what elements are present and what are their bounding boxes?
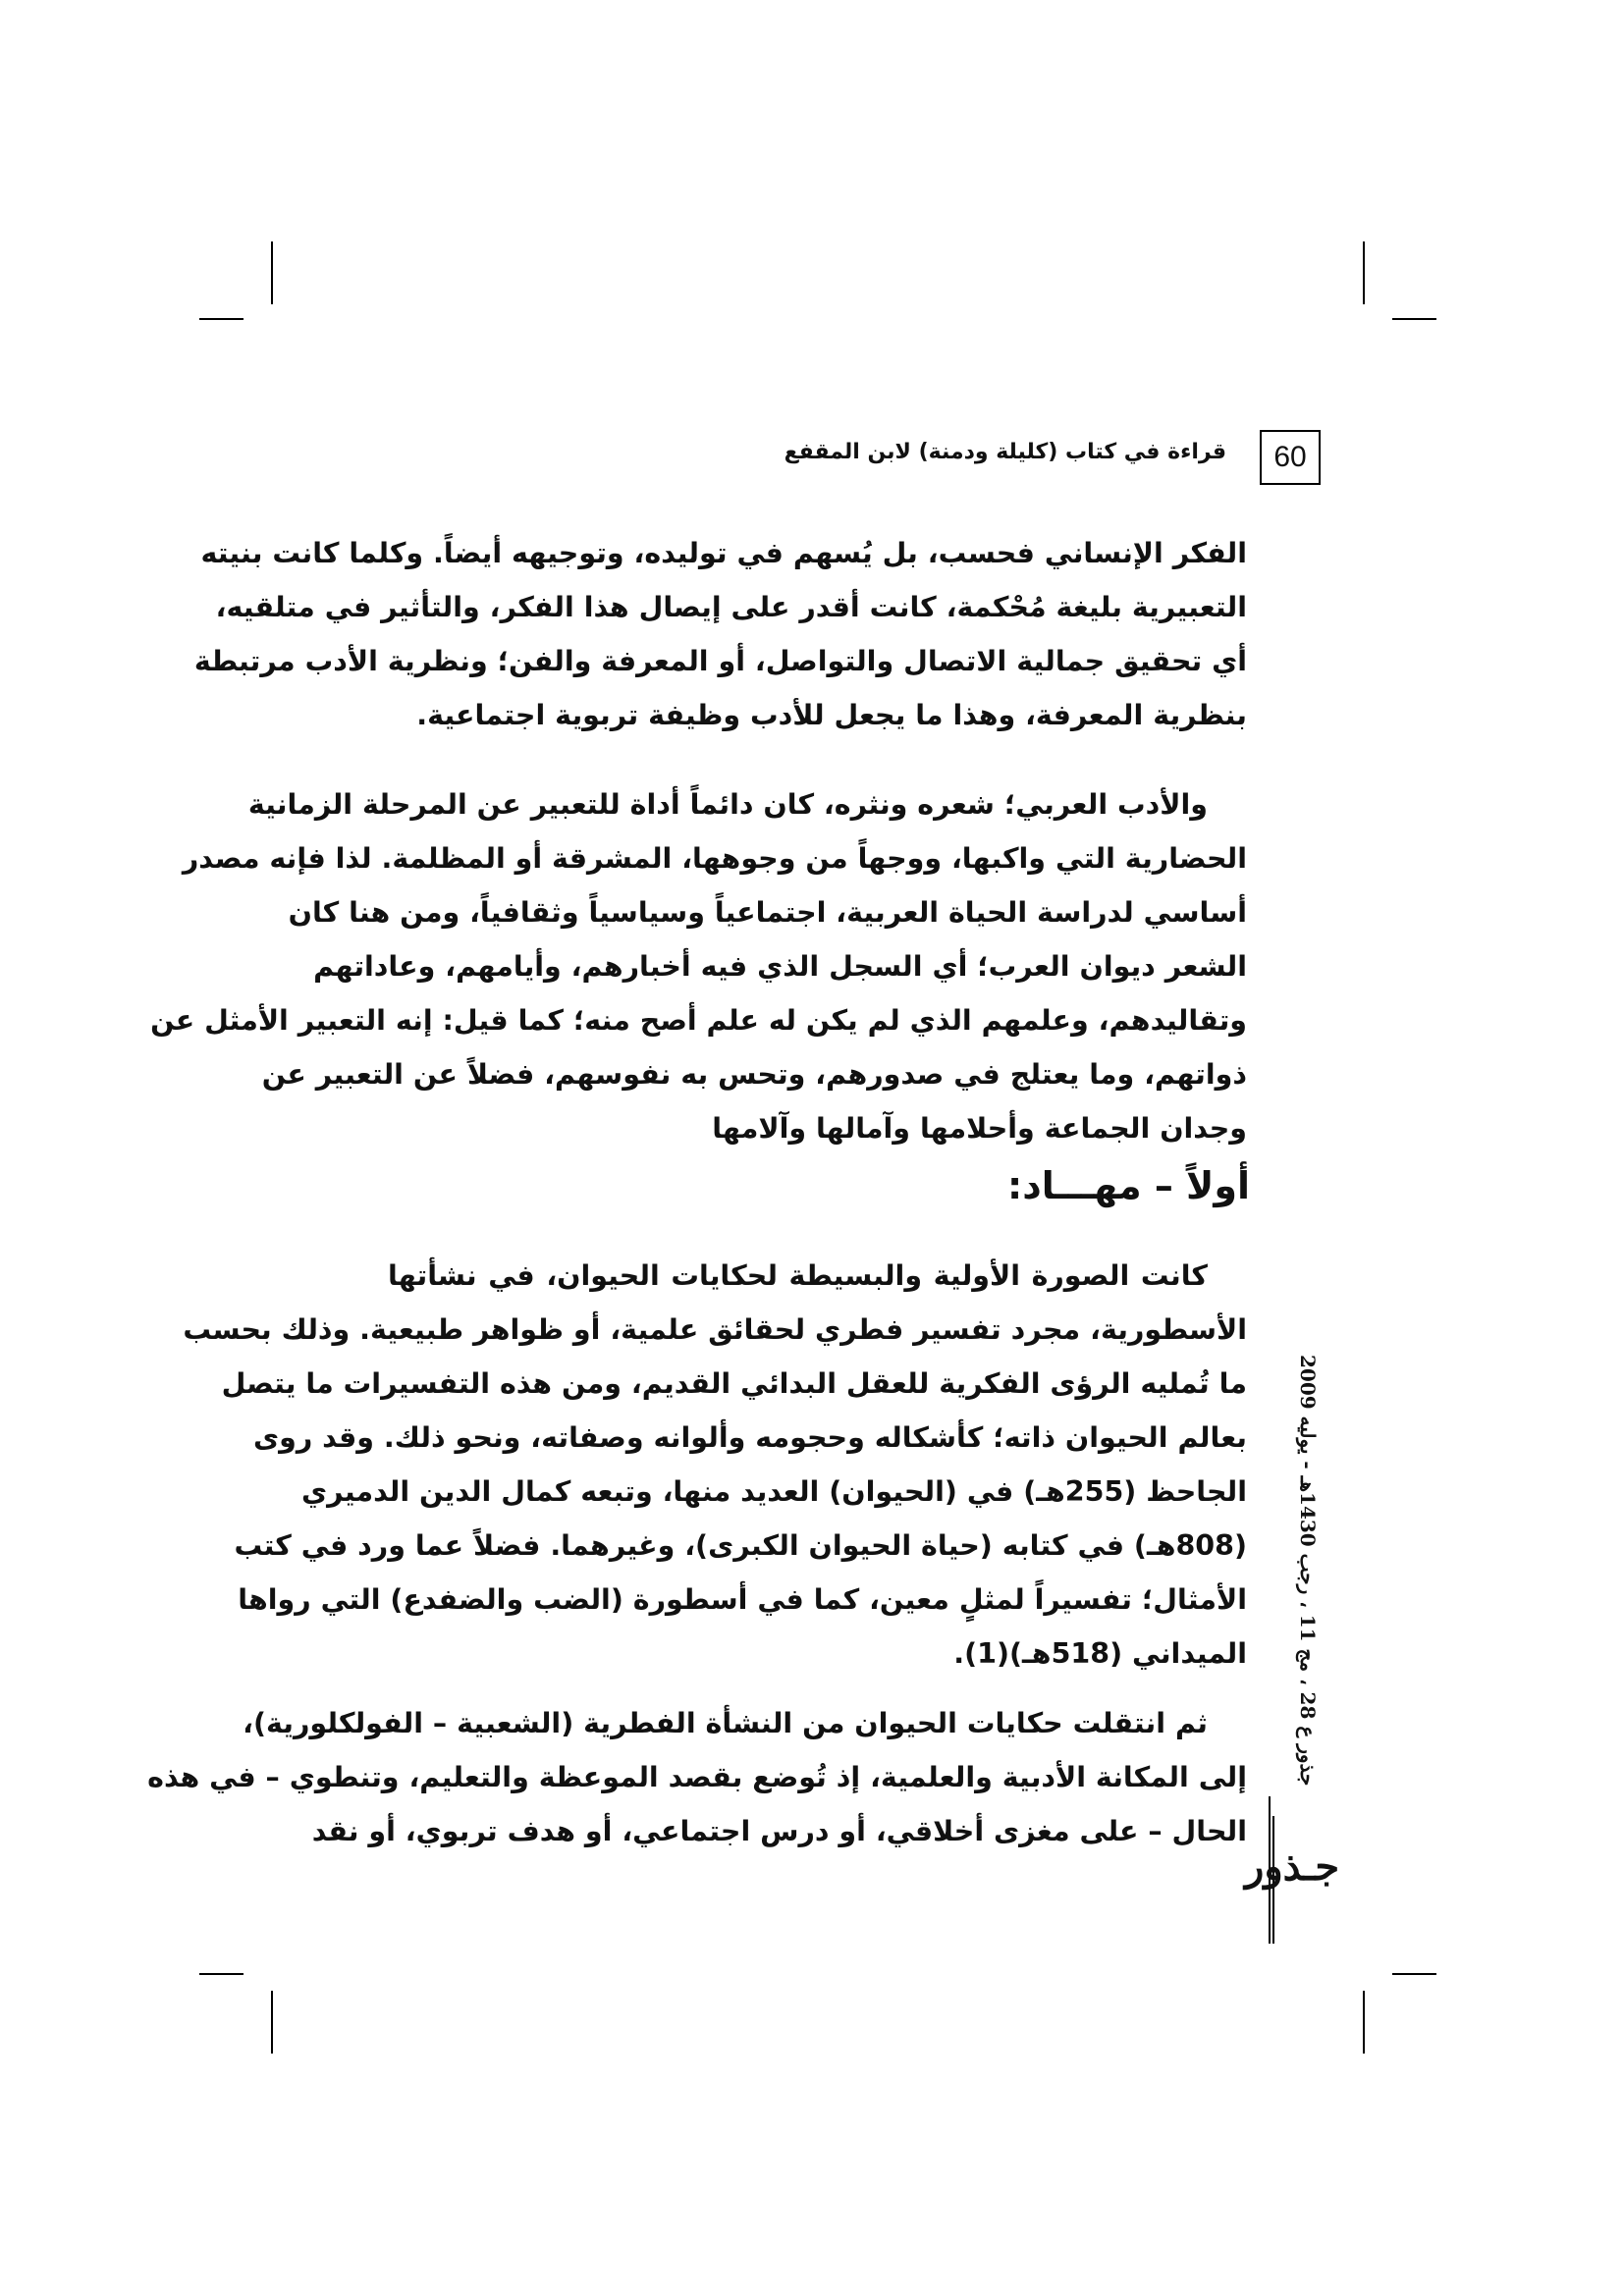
crop-mark-bottom-left-horizontal bbox=[199, 1973, 243, 1975]
text-line: بنظرية المعرفة، وهذا ما يجعل للأدب وظيفة تربوية اجتماعية. bbox=[416, 699, 1247, 731]
text-line: ذواتهم، وما يعتلج في صدورهم، وتحس به نفوسهم، فضلاً عن التعبير عن bbox=[261, 1058, 1247, 1091]
text-line: الفكر الإنساني فحسب، بل يُسهم في توليده، وتوجيهه أيضاً. وكلما كانت بنيته bbox=[200, 537, 1247, 569]
running-title: قراءة في كتاب (كليلة ودمنة) لابن المقفع bbox=[784, 440, 1226, 464]
crop-mark-bottom-left-vertical bbox=[271, 1991, 273, 2054]
text-line: (808هـ) في كتابه (حياة الحيوان الكبرى)، وغيرهما. فضلاً عما ورد في كتب bbox=[234, 1529, 1247, 1562]
magazine-logo: جـذور bbox=[1245, 1843, 1340, 1890]
text-line: وتقاليدهم، وعلمهم الذي لم يكن له علم أصح منه؛ كما قيل: إنه التعبير الأمثل عن bbox=[150, 1004, 1247, 1037]
crop-mark-top-left-horizontal bbox=[199, 318, 243, 320]
page-number: 60 bbox=[1260, 430, 1321, 485]
text-line: كانت الصورة الأولية والبسيطة لحكايات الحيوان، في نشأتها bbox=[388, 1259, 1208, 1292]
text-line: والأدب العربي؛ شعره ونثره، كان دائماً أداة للتعبير عن المرحلة الزمانية bbox=[247, 788, 1208, 821]
crop-mark-bottom-right-vertical bbox=[1363, 1991, 1365, 2054]
crop-mark-bottom-right-horizontal bbox=[1392, 1973, 1436, 1975]
text-line: إلى المكانة الأدبية والعلمية، إذ تُوضع بقصد الموعظة والتعليم، وتنطوي – في هذه bbox=[147, 1761, 1247, 1793]
paragraph-arabic-literature bbox=[150, 777, 1247, 1155]
issue-info: جذور ع 28 ، مج 11 ، رجب 1430هـ - يوليه 2009 bbox=[1296, 1355, 1320, 1787]
text-line: الحال – على مغزى أخلاقي، أو درس اجتماعي، أو هدف تربوي، أو نقد bbox=[311, 1815, 1247, 1847]
paragraph-animal-tales-origin bbox=[183, 1249, 1247, 1681]
text-line: بعالم الحيوان ذاته؛ كأشكاله وحجومه وألوانه وصفاته، ونحو ذلك. وقد روى bbox=[253, 1421, 1247, 1454]
crop-mark-top-right-vertical bbox=[1363, 241, 1365, 304]
section-heading: أولاً – مهـــاد: bbox=[1007, 1164, 1250, 1207]
text-line: الأمثال؛ تفسيراً لمثلٍ معين، كما في أسطورة (الضب والضفدع) التي رواها bbox=[238, 1583, 1247, 1616]
text-line: وجدان الجماعة وأحلامها وآمالها وآلامها bbox=[712, 1112, 1247, 1145]
text-line: الحضارية التي واكبها، ووجهاً من وجوهها، المشرقة أو المظلمة. لذا فإنه مصدر bbox=[182, 842, 1247, 875]
text-line: الميداني (518هـ)(1). bbox=[953, 1637, 1247, 1670]
paragraph-animal-tales-evolution bbox=[147, 1696, 1247, 1858]
text-line: ما تُمليه الرؤى الفكرية للعقل البدائي القديم، ومن هذه التفسيرات ما يتصل bbox=[221, 1367, 1247, 1400]
paragraph-intro bbox=[193, 526, 1247, 742]
text-line: الأسطورية، مجرد تفسير فطري لحقائق علمية، أو ظواهر طبيعية. وذلك بحسب bbox=[183, 1313, 1247, 1346]
text-line: أي تحقيق جمالية الاتصال والتواصل، أو المعرفة والفن؛ ونظرية الأدب مرتبطة bbox=[193, 645, 1247, 677]
page-header bbox=[388, 430, 1321, 485]
text-line: التعبيرية بليغة مُحْكمة، كانت أقدر على إيصال هذا الفكر، والتأثير في متلقيه، bbox=[215, 591, 1247, 623]
crop-mark-top-right-horizontal bbox=[1392, 318, 1436, 320]
text-line: الجاحظ (255هـ) في (الحيوان) العديد منها، وتبعه كمال الدين الدميري bbox=[301, 1475, 1247, 1508]
text-line: الشعر ديوان العرب؛ أي السجل الذي فيه أخبارهم، وأيامهم، وعاداتهم bbox=[313, 950, 1247, 983]
text-line: أساسي لدراسة الحياة العربية، اجتماعياً وسياسياً وثقافياً، ومن هنا كان bbox=[288, 896, 1247, 929]
text-line: ثم انتقلت حكايات الحيوان من النشأة الفطرية (الشعبية – الفولكلورية)، bbox=[243, 1707, 1208, 1739]
crop-mark-top-left-vertical bbox=[271, 241, 273, 304]
